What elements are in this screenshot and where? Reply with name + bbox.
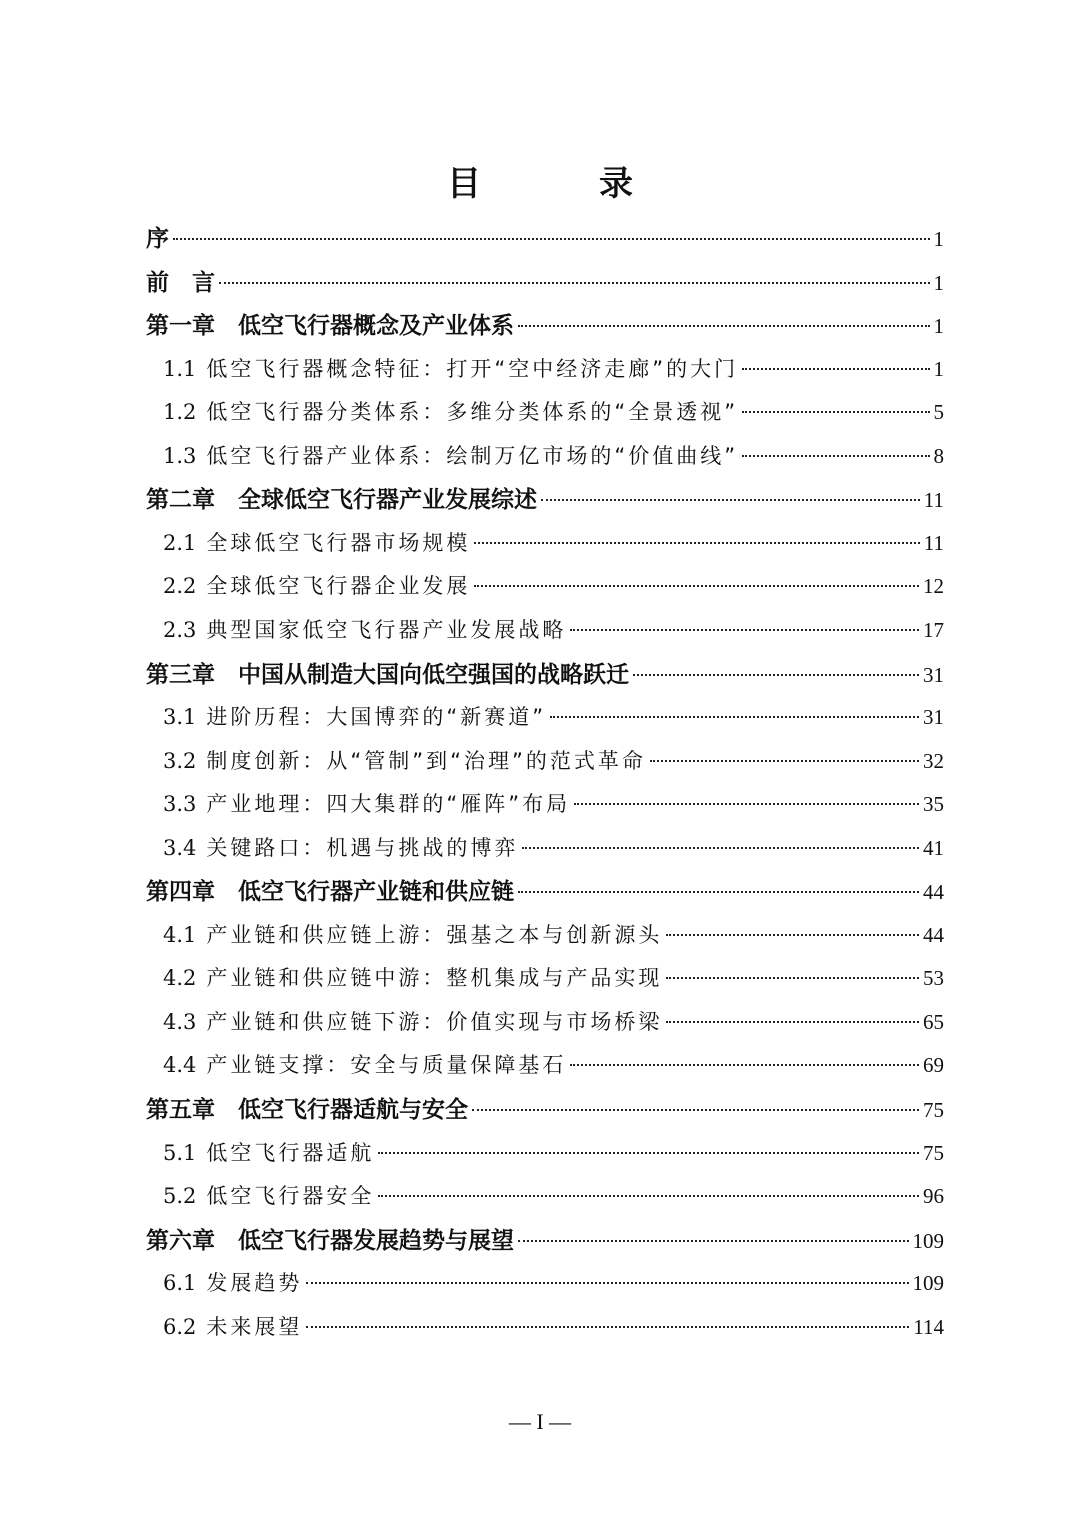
dot-leader bbox=[173, 238, 930, 240]
toc-section-entry[interactable] bbox=[163, 1001, 944, 1044]
dot-leader bbox=[666, 1021, 919, 1023]
toc-entry-label bbox=[146, 478, 537, 521]
toc-section-number: 1.2 bbox=[163, 400, 197, 425]
page-title: 目 录 bbox=[447, 164, 675, 204]
toc-entry-text: 发展趋势 bbox=[206, 1271, 303, 1296]
toc-section-entry[interactable] bbox=[163, 696, 944, 739]
dot-leader bbox=[666, 977, 919, 979]
toc-section-entry[interactable] bbox=[163, 1306, 944, 1349]
toc-section-number: 4.3 bbox=[163, 1009, 197, 1034]
toc-entry-text: 低空飞行器安全 bbox=[206, 1184, 375, 1209]
toc-section-entry[interactable] bbox=[163, 740, 944, 783]
dot-leader bbox=[219, 282, 930, 284]
toc-page-number: 31 bbox=[923, 662, 944, 687]
toc-entry-text: 典型国家低空飞行器产业发展战略 bbox=[206, 617, 567, 642]
toc-page-number: 114 bbox=[913, 1314, 944, 1339]
toc-entry-label bbox=[163, 609, 566, 652]
toc-section-entry[interactable] bbox=[163, 1262, 944, 1305]
toc-entry-label bbox=[146, 1088, 468, 1131]
dot-leader bbox=[518, 1240, 909, 1242]
toc-section-entry[interactable] bbox=[163, 348, 944, 391]
toc-section-entry[interactable] bbox=[163, 522, 944, 565]
toc-page-number: 1 bbox=[933, 314, 944, 339]
dot-leader bbox=[650, 760, 919, 762]
toc-section-number: 4.2 bbox=[163, 966, 197, 991]
toc-page-number: 75 bbox=[923, 1140, 944, 1165]
toc-entry-text: 产业链和供应链上游：强基之本与创新源头 bbox=[206, 922, 663, 947]
dot-leader bbox=[522, 847, 919, 849]
dot-leader bbox=[306, 1282, 908, 1284]
toc-page-number: 12 bbox=[923, 574, 944, 599]
toc-entry-text: 第二章 全球低空飞行器产业发展综述 bbox=[146, 486, 537, 514]
dot-leader bbox=[541, 499, 920, 501]
toc-entry-label bbox=[163, 827, 518, 870]
toc-entry-text: 低空飞行器概念特征：打开“空中经济走廊”的大门 bbox=[206, 356, 739, 381]
toc-section-entry[interactable] bbox=[163, 914, 944, 957]
toc-entry-text: 低空飞行器适航 bbox=[206, 1140, 375, 1165]
toc-entry-label bbox=[163, 1001, 662, 1044]
toc-chapter-entry[interactable] bbox=[146, 478, 944, 521]
toc-section-entry[interactable] bbox=[163, 565, 944, 608]
toc-page-number: 1 bbox=[933, 270, 944, 295]
toc-entry-label bbox=[163, 957, 662, 1000]
toc-section-number: 2.1 bbox=[163, 530, 197, 555]
dot-leader bbox=[378, 1195, 919, 1197]
toc-page-number: 44 bbox=[923, 880, 944, 905]
toc-page-number: 1 bbox=[933, 356, 944, 381]
toc-entry-label bbox=[163, 1306, 302, 1349]
toc-page-number: 44 bbox=[923, 922, 944, 947]
toc-entry-text: 产业链和供应链中游：整机集成与产品实现 bbox=[206, 966, 663, 991]
toc-entry-text: 产业链和供应链下游：价值实现与市场桥梁 bbox=[206, 1009, 663, 1034]
toc-page-number: 69 bbox=[923, 1053, 944, 1078]
toc-section-number: 1.1 bbox=[163, 356, 197, 381]
toc-entry-text: 低空飞行器分类体系：多维分类体系的“全景透视” bbox=[206, 400, 739, 425]
toc-entry-label bbox=[163, 435, 738, 478]
toc-page-number: 41 bbox=[923, 835, 944, 860]
toc-entry-label bbox=[163, 783, 570, 826]
toc-section-number: 1.3 bbox=[163, 443, 197, 468]
toc-entry-text: 第一章 低空飞行器概念及产业体系 bbox=[146, 312, 514, 340]
toc-section-number: 5.1 bbox=[163, 1140, 197, 1165]
toc-page-number: 1 bbox=[933, 227, 944, 251]
toc-page-number: 11 bbox=[923, 488, 944, 513]
toc-entry-label bbox=[146, 261, 215, 304]
dot-leader bbox=[550, 716, 919, 718]
toc-page-number: 109 bbox=[912, 1228, 944, 1253]
toc-section-number: 6.2 bbox=[163, 1314, 197, 1339]
toc-page-number: 96 bbox=[923, 1184, 944, 1209]
dot-leader bbox=[742, 411, 929, 413]
toc-entry-label bbox=[163, 565, 470, 608]
toc-entry-label bbox=[163, 522, 470, 565]
toc-section-entry[interactable] bbox=[163, 435, 944, 478]
toc-section-number: 2.3 bbox=[163, 617, 197, 642]
toc-section-entry[interactable] bbox=[163, 1132, 944, 1175]
toc-entry-label bbox=[163, 1044, 566, 1087]
toc-chapter-entry[interactable] bbox=[146, 870, 944, 913]
toc-entry-text: 进阶历程：大国博弈的“新赛道” bbox=[206, 705, 547, 730]
toc-page-number: 75 bbox=[923, 1098, 944, 1122]
dot-leader bbox=[378, 1152, 919, 1154]
toc-entry-label bbox=[146, 1219, 514, 1262]
toc-section-entry[interactable] bbox=[163, 827, 944, 870]
toc-entry-text: 全球低空飞行器市场规模 bbox=[206, 530, 471, 555]
toc-section-entry[interactable] bbox=[163, 783, 944, 826]
toc-entry-text: 产业链支撑：安全与质量保障基石 bbox=[206, 1053, 567, 1078]
toc-chapter-entry[interactable] bbox=[146, 217, 944, 260]
toc-page-number: 5 bbox=[933, 400, 944, 425]
dot-leader bbox=[472, 1109, 919, 1111]
dot-leader bbox=[474, 585, 919, 587]
toc-entry-label bbox=[146, 653, 629, 696]
dot-leader bbox=[574, 803, 919, 805]
dot-leader bbox=[518, 325, 930, 327]
toc-section-number: 4.1 bbox=[163, 922, 197, 947]
toc-section-number: 3.1 bbox=[163, 705, 197, 730]
toc-section-number: 3.2 bbox=[163, 748, 197, 773]
toc-section-entry[interactable] bbox=[163, 391, 944, 434]
toc-entry-text: 未来展望 bbox=[206, 1314, 303, 1339]
toc-section-number: 5.2 bbox=[163, 1184, 197, 1209]
toc-entry-text: 关键路口：机遇与挑战的博弈 bbox=[206, 835, 519, 860]
dot-leader bbox=[742, 455, 929, 457]
toc-section-number: 6.1 bbox=[163, 1271, 197, 1296]
toc-page-number: 65 bbox=[923, 1009, 944, 1034]
toc-chapter-entry[interactable] bbox=[146, 1088, 944, 1131]
page-footer: — I — bbox=[508, 1409, 572, 1434]
toc-page-number: 11 bbox=[923, 530, 944, 555]
toc-entry-label bbox=[163, 696, 546, 739]
toc-entry-label bbox=[163, 740, 646, 783]
toc-entry-label bbox=[146, 304, 514, 347]
toc-entry-label bbox=[146, 870, 514, 913]
toc-page-number: 35 bbox=[923, 792, 944, 817]
toc-page-number: 8 bbox=[933, 443, 944, 468]
toc-entry-text: 第六章 低空飞行器发展趋势与展望 bbox=[146, 1226, 514, 1254]
toc-section-entry[interactable] bbox=[163, 1044, 944, 1087]
toc-page-number: 32 bbox=[923, 748, 944, 773]
dot-leader bbox=[570, 629, 919, 631]
toc-entry-label bbox=[146, 217, 169, 260]
dot-leader bbox=[666, 934, 919, 936]
toc-section-number: 3.3 bbox=[163, 792, 197, 817]
dot-leader bbox=[633, 674, 919, 676]
toc-chapter-entry[interactable] bbox=[146, 653, 944, 696]
dot-leader bbox=[518, 891, 919, 893]
dot-leader bbox=[306, 1326, 909, 1328]
toc-entry-label bbox=[163, 1262, 302, 1305]
toc-entry-text: 制度创新：从“管制”到“治理”的范式革命 bbox=[206, 748, 646, 773]
toc-entry-text: 第三章 中国从制造大国向低空强国的战略跃迁 bbox=[146, 660, 629, 688]
dot-leader bbox=[570, 1064, 919, 1066]
toc-entry-text: 序 bbox=[146, 225, 169, 252]
toc-entry-label bbox=[163, 391, 738, 434]
toc-section-number: 2.2 bbox=[163, 574, 197, 599]
toc-entry-label bbox=[163, 914, 662, 957]
toc-page-number: 31 bbox=[923, 705, 944, 730]
toc-entry-text: 第五章 低空飞行器适航与安全 bbox=[146, 1096, 468, 1123]
dot-leader bbox=[474, 542, 919, 544]
toc-section-entry[interactable] bbox=[163, 1175, 944, 1218]
toc-section-entry[interactable] bbox=[163, 609, 944, 652]
toc-entry-text: 产业地理：四大集群的“雁阵”布局 bbox=[206, 792, 571, 817]
toc-page-number: 17 bbox=[923, 617, 944, 642]
dot-leader bbox=[742, 368, 929, 370]
toc-entry-text: 全球低空飞行器企业发展 bbox=[206, 574, 471, 599]
toc-page-number: 109 bbox=[912, 1271, 944, 1296]
toc-section-entry[interactable] bbox=[163, 957, 944, 1000]
toc-chapter-entry[interactable] bbox=[146, 1219, 944, 1262]
toc-page-number: 53 bbox=[923, 966, 944, 991]
toc-section-number: 4.4 bbox=[163, 1053, 197, 1078]
toc-chapter-entry[interactable] bbox=[146, 304, 944, 347]
toc-entry-label bbox=[163, 1132, 374, 1175]
toc-entry-text: 低空飞行器产业体系：绘制万亿市场的“价值曲线” bbox=[206, 443, 739, 468]
toc-chapter-entry[interactable] bbox=[146, 261, 944, 304]
toc-entry-text: 第四章 低空飞行器产业链和供应链 bbox=[146, 878, 514, 906]
toc-entry-text: 前 言 bbox=[146, 268, 215, 296]
toc-entry-label bbox=[163, 1175, 374, 1218]
toc-section-number: 3.4 bbox=[163, 835, 197, 860]
toc-entry-label bbox=[163, 348, 738, 391]
